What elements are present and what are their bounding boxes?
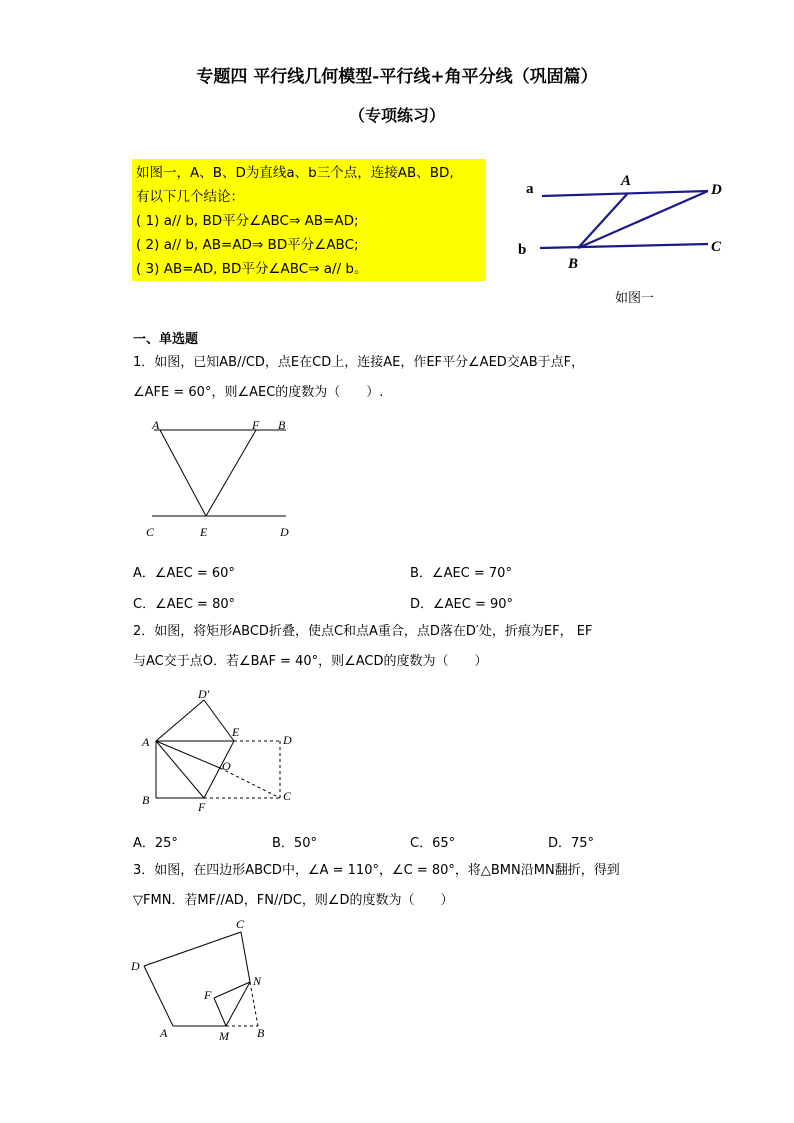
question-3-diagram [128, 916, 278, 1044]
segment-FE [206, 430, 256, 516]
figure-1-caption: 如图一 [615, 291, 655, 306]
label-F: F [198, 800, 206, 814]
segment-CN [241, 932, 250, 982]
section-heading: 一、单选题 [133, 332, 199, 347]
note-line: ( 2) a// b, AB=AD⇒ BD平分∠ABC; [136, 237, 359, 253]
question-1-option-b[interactable]: B．∠AEC = 70° [410, 566, 512, 581]
label-B: B [278, 418, 286, 432]
note-line: ( 1) a// b, BD平分∠ABC⇒ AB=AD; [136, 213, 359, 229]
label-C: C [283, 789, 292, 803]
segment-DC [144, 932, 241, 966]
label-D: D [280, 525, 289, 539]
note-line: 有以下几个结论： [136, 189, 244, 205]
question-2-diagram [138, 684, 303, 814]
label-B: B [568, 256, 579, 272]
label-C: C [236, 917, 245, 931]
page-subtitle: （专项练习） [348, 106, 445, 125]
question-2-line-2: 与AC交于点O．若∠BAF = 40°，则∠ACD的度数为（ ） [133, 654, 488, 669]
note-line: 如图一，A、B、D为直线a、b三个点，连接AB、BD, [136, 165, 454, 181]
segment-MN [226, 982, 250, 1026]
label-D: D [711, 182, 722, 198]
label-F: F [252, 418, 260, 432]
note-line: ( 3) AB=AD, BD平分∠ABC⇒ a// b。 [136, 261, 368, 277]
figure-1-diagram [510, 165, 735, 275]
segment-FN [214, 982, 250, 998]
label-D: D [283, 733, 292, 747]
segment-MF [214, 998, 226, 1026]
label-F: F [204, 988, 212, 1002]
segment-DprimeE [204, 700, 234, 741]
label-E: E [200, 525, 208, 539]
question-2-line-1: 2．如图，将矩形ABCD折叠，使点C和点A重合，点D落在D′处，折痕为EF， EF [133, 624, 593, 639]
label-C: C [711, 239, 722, 255]
label-D: D [131, 959, 140, 973]
segment-AO [156, 741, 220, 768]
question-1-option-c[interactable]: C．∠AEC = 80° [133, 597, 236, 612]
label-M: M [219, 1029, 229, 1043]
segment-DA [144, 966, 173, 1026]
page-title: 专题四 平行线几何模型-平行线+角平分线（巩固篇） [196, 67, 598, 87]
question-1-diagram [140, 414, 300, 544]
segment-ADprime [156, 700, 204, 741]
question-3-line-1: 3．如图，在四边形ABCD中，∠A = 110°，∠C = 80°，将△BMN沿MN翻折，得到 [133, 863, 620, 878]
label-A: A [142, 735, 150, 749]
segment-NB-dashed [250, 982, 258, 1026]
label-E: E [232, 725, 240, 739]
segment-AE [160, 430, 206, 516]
label-b: b [518, 242, 527, 258]
segment-BD [578, 191, 708, 248]
label-C: C [146, 525, 155, 539]
label-B: B [142, 793, 150, 807]
question-2-option-c[interactable]: C．65° [410, 836, 456, 851]
question-1-line-1: 1．如图，已知AB//CD，点E在CD上，连接AE，作EF平分∠AED交AB于点F， [133, 355, 585, 370]
question-2-option-b[interactable]: B．50° [272, 836, 317, 851]
question-1-option-d[interactable]: D．∠AEC = 90° [410, 597, 514, 612]
conclusion-note-box [132, 159, 486, 281]
question-1-option-a[interactable]: A．∠AEC = 60° [133, 566, 235, 581]
label-O: O [222, 759, 231, 773]
label-Dprime: D′ [198, 687, 210, 701]
label-A: A [152, 418, 160, 432]
segment-AF [156, 741, 204, 798]
label-N: N [253, 974, 262, 988]
line-b [540, 244, 708, 248]
label-B: B [257, 1026, 265, 1040]
label-a: a [526, 181, 534, 197]
question-2-option-a[interactable]: A．25° [133, 836, 178, 851]
question-1-line-2: ∠AFE = 60°，则∠AEC的度数为（ ）. [133, 385, 384, 400]
question-2-option-d[interactable]: D．75° [548, 836, 595, 851]
label-A: A [621, 173, 632, 189]
segment-AB [578, 193, 628, 248]
question-3-line-2: ▽FMN．若MF//AD，FN//DC，则∠D的度数为（ ） [133, 893, 454, 908]
label-A: A [160, 1026, 168, 1040]
